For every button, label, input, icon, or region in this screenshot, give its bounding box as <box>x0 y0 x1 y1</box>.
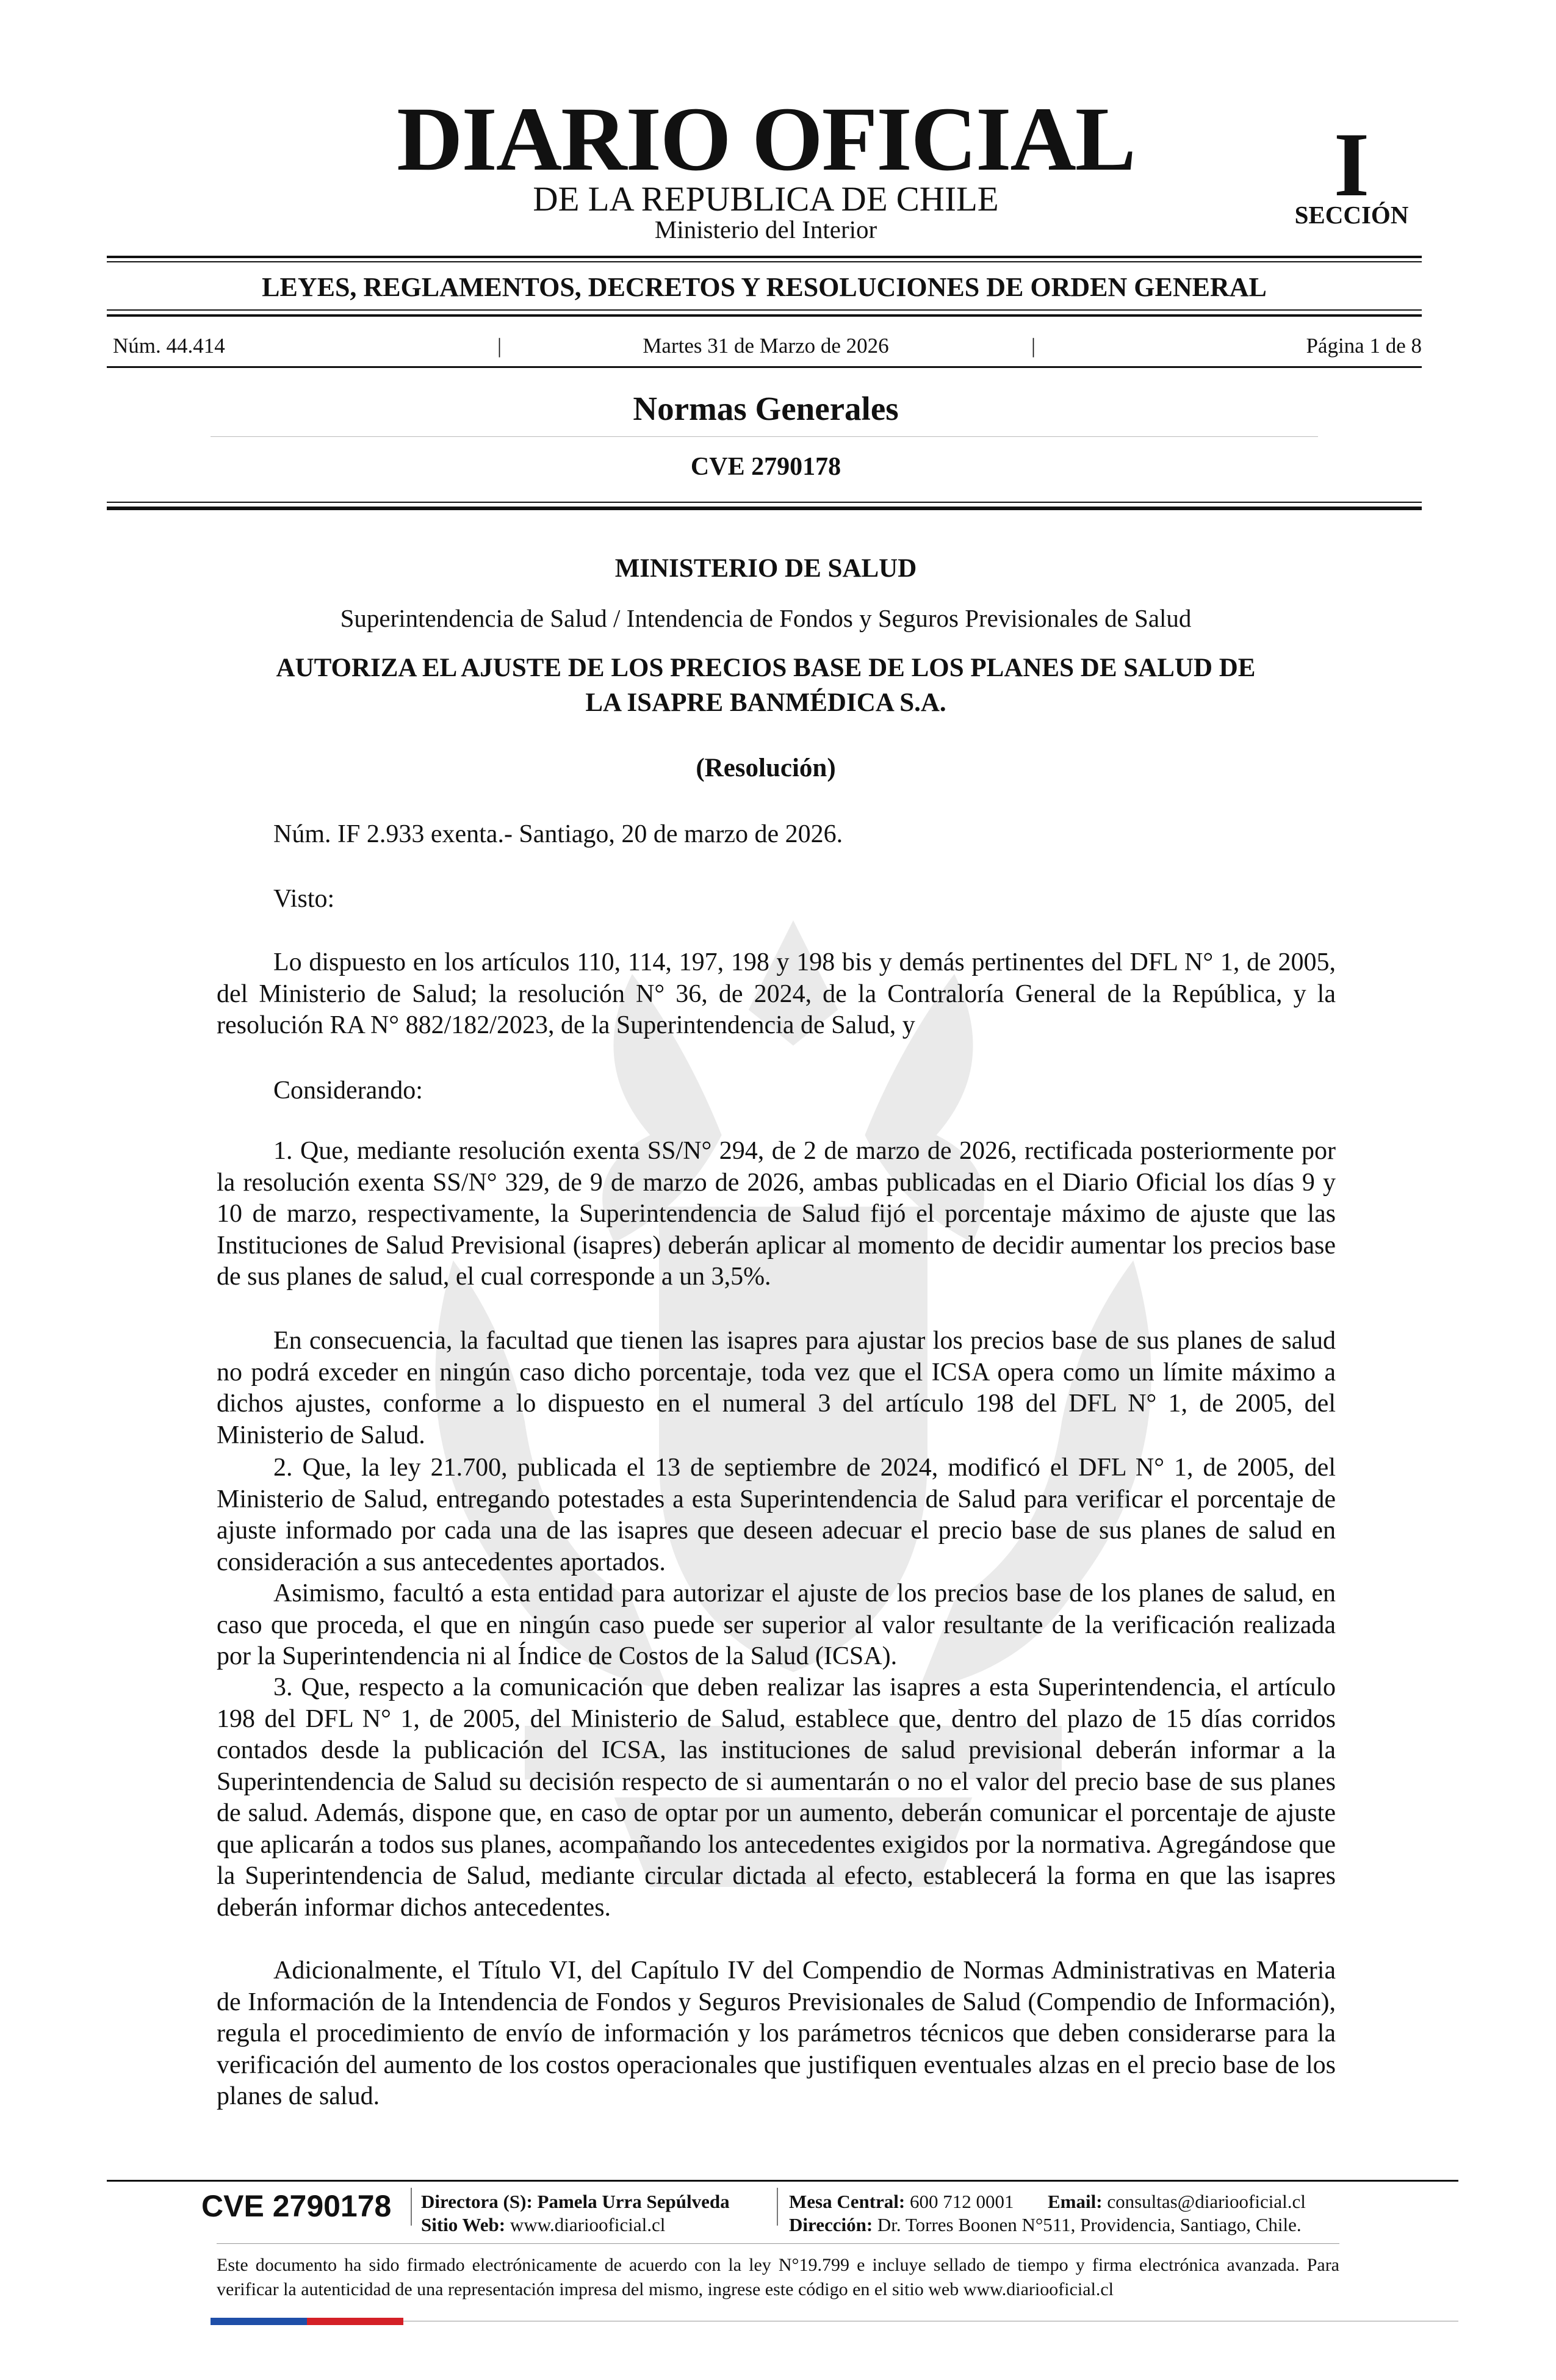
footer-director <box>421 2190 730 2213</box>
resolution-title-line1: AUTORIZA EL AJUSTE DE LOS PRECIOS BASE DE LOS PLANES DE SALUD DE <box>276 654 1256 682</box>
footer-address <box>789 2213 1302 2237</box>
footer-director-name: Pamela Urra Sepúlveda <box>537 2191 730 2212</box>
footer-website-label: Sitio Web: <box>421 2214 506 2235</box>
cve-heading: CVE 2790178 <box>690 453 841 481</box>
issue-rule <box>107 366 1422 368</box>
resolution-number: Núm. IF 2.933 exenta.- Santiago, 20 de marzo de 2026. <box>273 820 843 848</box>
footer-rule-middle <box>217 2243 1339 2244</box>
footer-director-label: Directora (S): <box>421 2191 533 2212</box>
paragraph-2: En consecuencia, la facultad que tienen las isapres para ajustar los precios base de sus planes de salud no podrá exceder en ningún caso dicho porcentaje, toda vez que el ICSA opera como un límite máximo a dichos ajustes, conforme a lo dispuesto en el numeral 3 del artículo 198 del DFL N° 1, de 2005, del Ministerio de Salud. <box>217 1327 1336 1449</box>
header-rule-thin <box>107 502 1422 503</box>
resolution-type: (Resolución) <box>696 754 836 782</box>
footer-cve: CVE 2790178 <box>201 2189 392 2223</box>
masthead-rule-thin <box>107 261 1422 262</box>
ministry-heading: MINISTERIO DE SALUD <box>614 554 917 583</box>
resolution-title-line2: LA ISAPRE BANMÉDICA S.A. <box>585 688 946 717</box>
norms-title: Normas Generales <box>633 390 899 427</box>
footer-email-label: Email: <box>1048 2191 1103 2212</box>
paragraph-1: 1. Que, mediante resolución exenta SS/N° 294, de 2 de marzo de 2026, rectificada posteriormente por la resolución exenta SS/N° 329, de 9 de marzo de 2026, ambas publicadas en el Diario Oficial los días 9 y 10 de marzo, respectivamente, la Superintendencia de Salud fijó el porcentaje máximo de ajuste que las Instituciones de Salud Previsional (isapres) deberán aplicar al momento de decidir aumentar los precios base de sus planes de salud, el cual corresponde a un 3,5%. <box>217 1137 1336 1291</box>
footer-website-link[interactable]: www.diariooficial.cl <box>510 2214 666 2235</box>
section-label: SECCIÓN <box>1294 201 1409 229</box>
footer-phone-label: Mesa Central: <box>789 2191 906 2212</box>
footer-phone-value: 600 712 0001 <box>910 2191 1014 2212</box>
header-rule-thick <box>107 507 1422 510</box>
paragraph-4: Asimismo, facultó a esta entidad para autorizar el ajuste de los precios base de los planes de salud, en caso que proceda, el que en ningún caso puede ser superior al valor resultante de la verificación realizada por la Superintendencia ni al Índice de Costos de la Salud (ICSA). <box>217 1579 1336 1670</box>
footer-divider-right <box>777 2188 778 2226</box>
superintendency-line: Superintendencia de Salud / Intendencia de Fondos y Seguros Previsionales de Salud <box>340 604 1192 632</box>
visto-paragraph: Lo dispuesto en los artículos 110, 114, 197, 198 y 198 bis y demás pertinentes del DFL N° 1, de 2005, del Ministerio de Salud; la resolución N° 36, de 2024, de la Contraloría General de la República, y la resolución RA N° 882/182/2023, de la Superintendencia de Salud, y <box>217 948 1336 1039</box>
considerando-label: Considerando: <box>273 1076 423 1105</box>
footer-address-label: Dirección: <box>789 2214 873 2235</box>
paragraph-3: 2. Que, la ley 21.700, publicada el 13 de septiembre de 2024, modificó el DFL N° 1, de 2005, del Ministerio de Salud, entregando potestades a esta Superintendencia de Salud para verificar el porcentaje de ajuste informado por cada una de las isapres que deseen adecuar el precio base de sus planes de salud en consideración a sus antecedentes aportados. <box>217 1454 1336 1576</box>
paragraph-6: Adicionalmente, el Título VI, del Capítulo IV del Compendio de Normas Administrativas en Materia de Información de la Intendencia de Fondos y Seguros Previsionales de Salud (Compendio de Información), regula el procedimiento de envío de información y los parámetros técnicos que deben considerarse para la verificación del aumento de los costos operacionales que justifiquen eventuales alzas en el precio base de los planes de salud. <box>217 1956 1336 2110</box>
masthead-ministry: Ministerio del Interior <box>654 215 877 243</box>
issue-page: Página 1 de 8 <box>1306 334 1422 358</box>
footer-rule-top <box>107 2180 1458 2182</box>
flag-stripe-blue <box>211 2318 307 2325</box>
issue-date: Martes 31 de Marzo de 2026 <box>643 334 889 358</box>
footer-website <box>421 2213 665 2237</box>
footer-divider-left <box>411 2188 412 2226</box>
section-number: I <box>1333 114 1370 215</box>
laws-rule-bottom <box>107 314 1422 317</box>
footer-address-value: Dr. Torres Boonen N°511, Providencia, Santiago, Chile. <box>877 2214 1302 2235</box>
flag-stripe-red <box>307 2318 403 2325</box>
laws-heading: LEYES, REGLAMENTOS, DECRETOS Y RESOLUCIONES DE ORDEN GENERAL <box>262 272 1267 302</box>
footer-email-link[interactable]: consultas@diariooficial.cl <box>1107 2191 1306 2212</box>
masthead-subtitle: DE LA REPUBLICA DE CHILE <box>533 180 999 218</box>
paragraph-5: 3. Que, respecto a la comunicación que deben realizar las isapres a esta Superintendencia, el artículo 198 del DFL N° 1, de 2005, del Ministerio de Salud, establece que, dentro del plazo de 15 días corridos contados desde la publicación del ICSA, las instituciones de salud previsional deberán informar a la Superintendencia de Salud su decisión respecto de si aumentarán o no el valor del precio base de sus planes de salud. Además, dispone que, en caso de optar por un aumento, deberán comunicar el porcentaje de ajuste que aplicarán a todos sus planes, acompañando los antecedentes exigidos por la normativa. Agregándose que la Superintendencia de Salud, mediante circular dictada al efecto, establecerá la forma en que las isapres deberán informar dichos antecedentes. <box>217 1673 1336 1922</box>
footer-disclaimer: Este documento ha sido firmado electrónicamente de acuerdo con la ley N°19.799 e incluye sellado de tiempo y firma electrónica avanzada. Para verificar la autenticidad de una representación impresa del mismo, ingrese este código en el sitio web www.diariooficial.cl <box>217 2255 1339 2299</box>
masthead-title: DIARIO OFICIAL <box>397 88 1135 190</box>
issue-separator-left: | <box>497 334 502 358</box>
footer-contact <box>789 2190 1306 2213</box>
issue-separator-right: | <box>1031 334 1036 358</box>
visto-label: Visto: <box>273 885 335 913</box>
norms-rule <box>211 436 1318 437</box>
masthead-rule-thick <box>107 256 1422 258</box>
issue-number: Núm. 44.414 <box>113 334 225 358</box>
laws-rule-top <box>107 309 1422 311</box>
resolution-title <box>201 651 1330 720</box>
